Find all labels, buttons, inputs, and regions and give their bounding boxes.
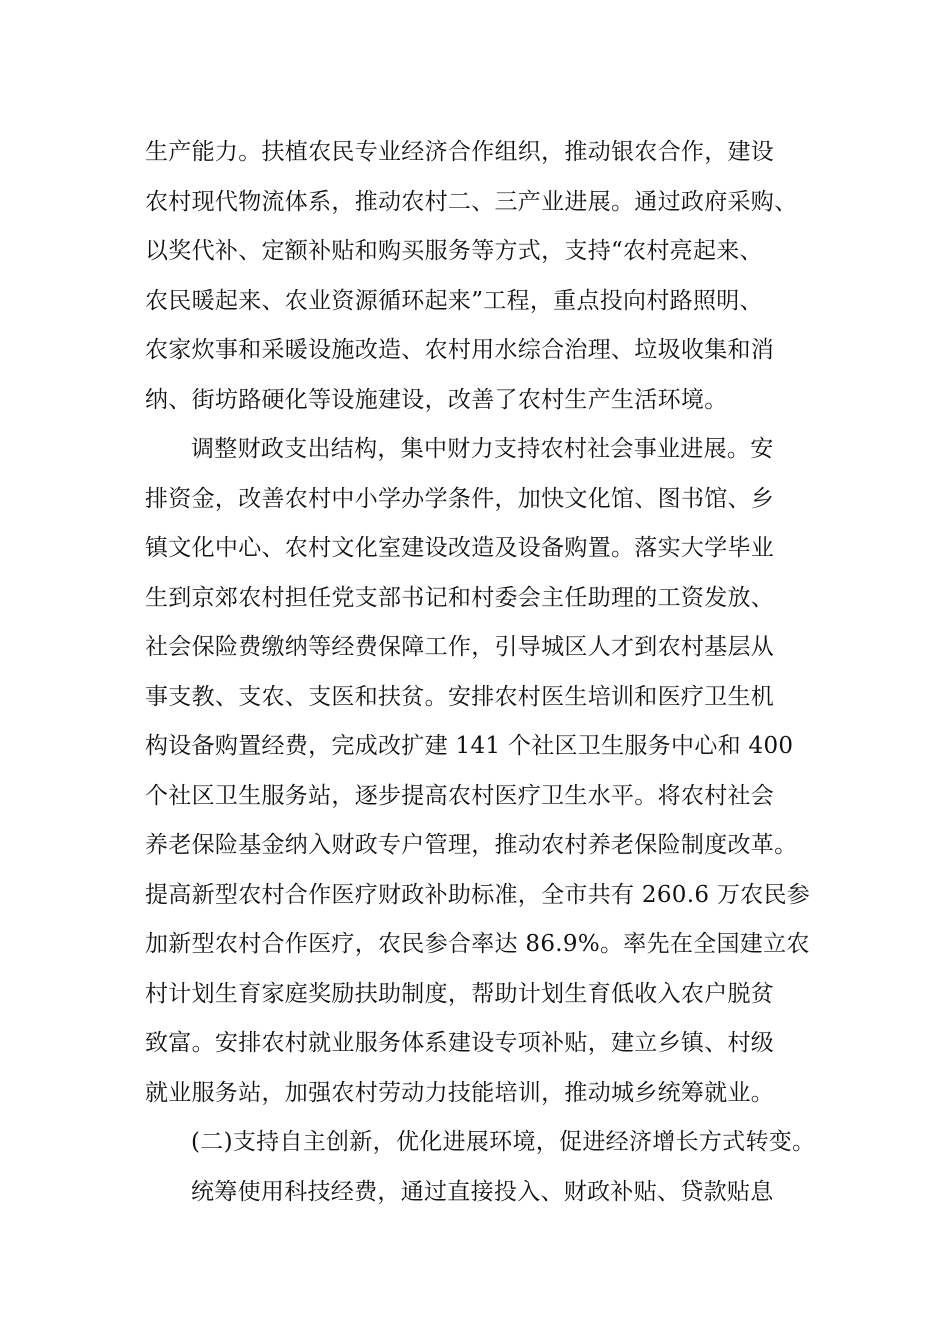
text-line: 农村现代物流体系，推动农村二、三产业进展。通过政府采购、 bbox=[145, 188, 798, 215]
text-line: 农民暖起来、农业资源循环起来”工程，重点投向村路照明、 bbox=[145, 287, 763, 314]
text-line: 生产能力。扶植农民专业经济合作组织，推动银农合作，建设 bbox=[145, 139, 775, 165]
text-line: 排资金，改善农村中小学办学条件，加快文化馆、图书馆、乡 bbox=[145, 485, 775, 512]
text-line: 提高新型农村合作医疗财政补助标准，全市共有 260.6 万农民参 bbox=[145, 881, 811, 908]
text-line: 就业服务站，加强农村劳动力技能培训，推动城乡统筹就业。 bbox=[145, 1079, 775, 1106]
paragraph bbox=[145, 425, 815, 1118]
text-line: 事支教、支农、支医和扶贫。安排农村医生培训和医疗卫生机 bbox=[145, 683, 775, 710]
section-heading bbox=[145, 1118, 815, 1168]
text-line: 村计划生育家庭奖励扶助制度，帮助计划生育低收入农户脱贫 bbox=[145, 980, 775, 1007]
text-line: 加新型农村合作医疗，农民参合率达 86.9%。率先在全国建立农 bbox=[145, 931, 810, 957]
paragraph bbox=[145, 1168, 815, 1218]
text-line: (二)支持自主创新，优化进展环境，促进经济增长方式转变。 bbox=[191, 1129, 816, 1155]
text-line: 致富。安排农村就业服务体系建设专项补贴，建立乡镇、村级 bbox=[145, 1030, 775, 1056]
text-line: 农家炊事和采暖设施改造、农村用水综合治理、垃圾收集和消 bbox=[145, 337, 775, 363]
text-line: 镇文化中心、农村文化室建设改造及设备购置。落实大学毕业 bbox=[145, 535, 775, 561]
text-line: 统筹使用科技经费，通过直接投入、财政补贴、贷款贴息 bbox=[191, 1178, 774, 1205]
paragraph bbox=[145, 128, 815, 425]
text-line: 纳、街坊路硬化等设施建设，改善了农村生产生活环境。 bbox=[145, 386, 728, 413]
text-line: 养老保险基金纳入财政专户管理，推动农村养老保险制度改革。 bbox=[145, 832, 798, 858]
text-line: 以奖代补、定额补贴和购买服务等方式，支持“农村亮起来、 bbox=[145, 238, 763, 264]
document-body bbox=[145, 128, 815, 1217]
text-line: 构设备购置经费，完成改扩建 141 个社区卫生服务中心和 400 bbox=[145, 733, 794, 759]
text-line: 调整财政支出结构，集中财力支持农村社会事业进展。安 bbox=[191, 436, 774, 462]
text-line: 社会保险费缴纳等经费保障工作，引导城区人才到农村基层从 bbox=[145, 634, 775, 660]
text-line: 生到京郊农村担任党支部书记和村委会主任助理的工资发放、 bbox=[145, 584, 775, 611]
text-line: 个社区卫生服务站，逐步提高农村医疗卫生水平。将农村社会 bbox=[145, 782, 775, 809]
